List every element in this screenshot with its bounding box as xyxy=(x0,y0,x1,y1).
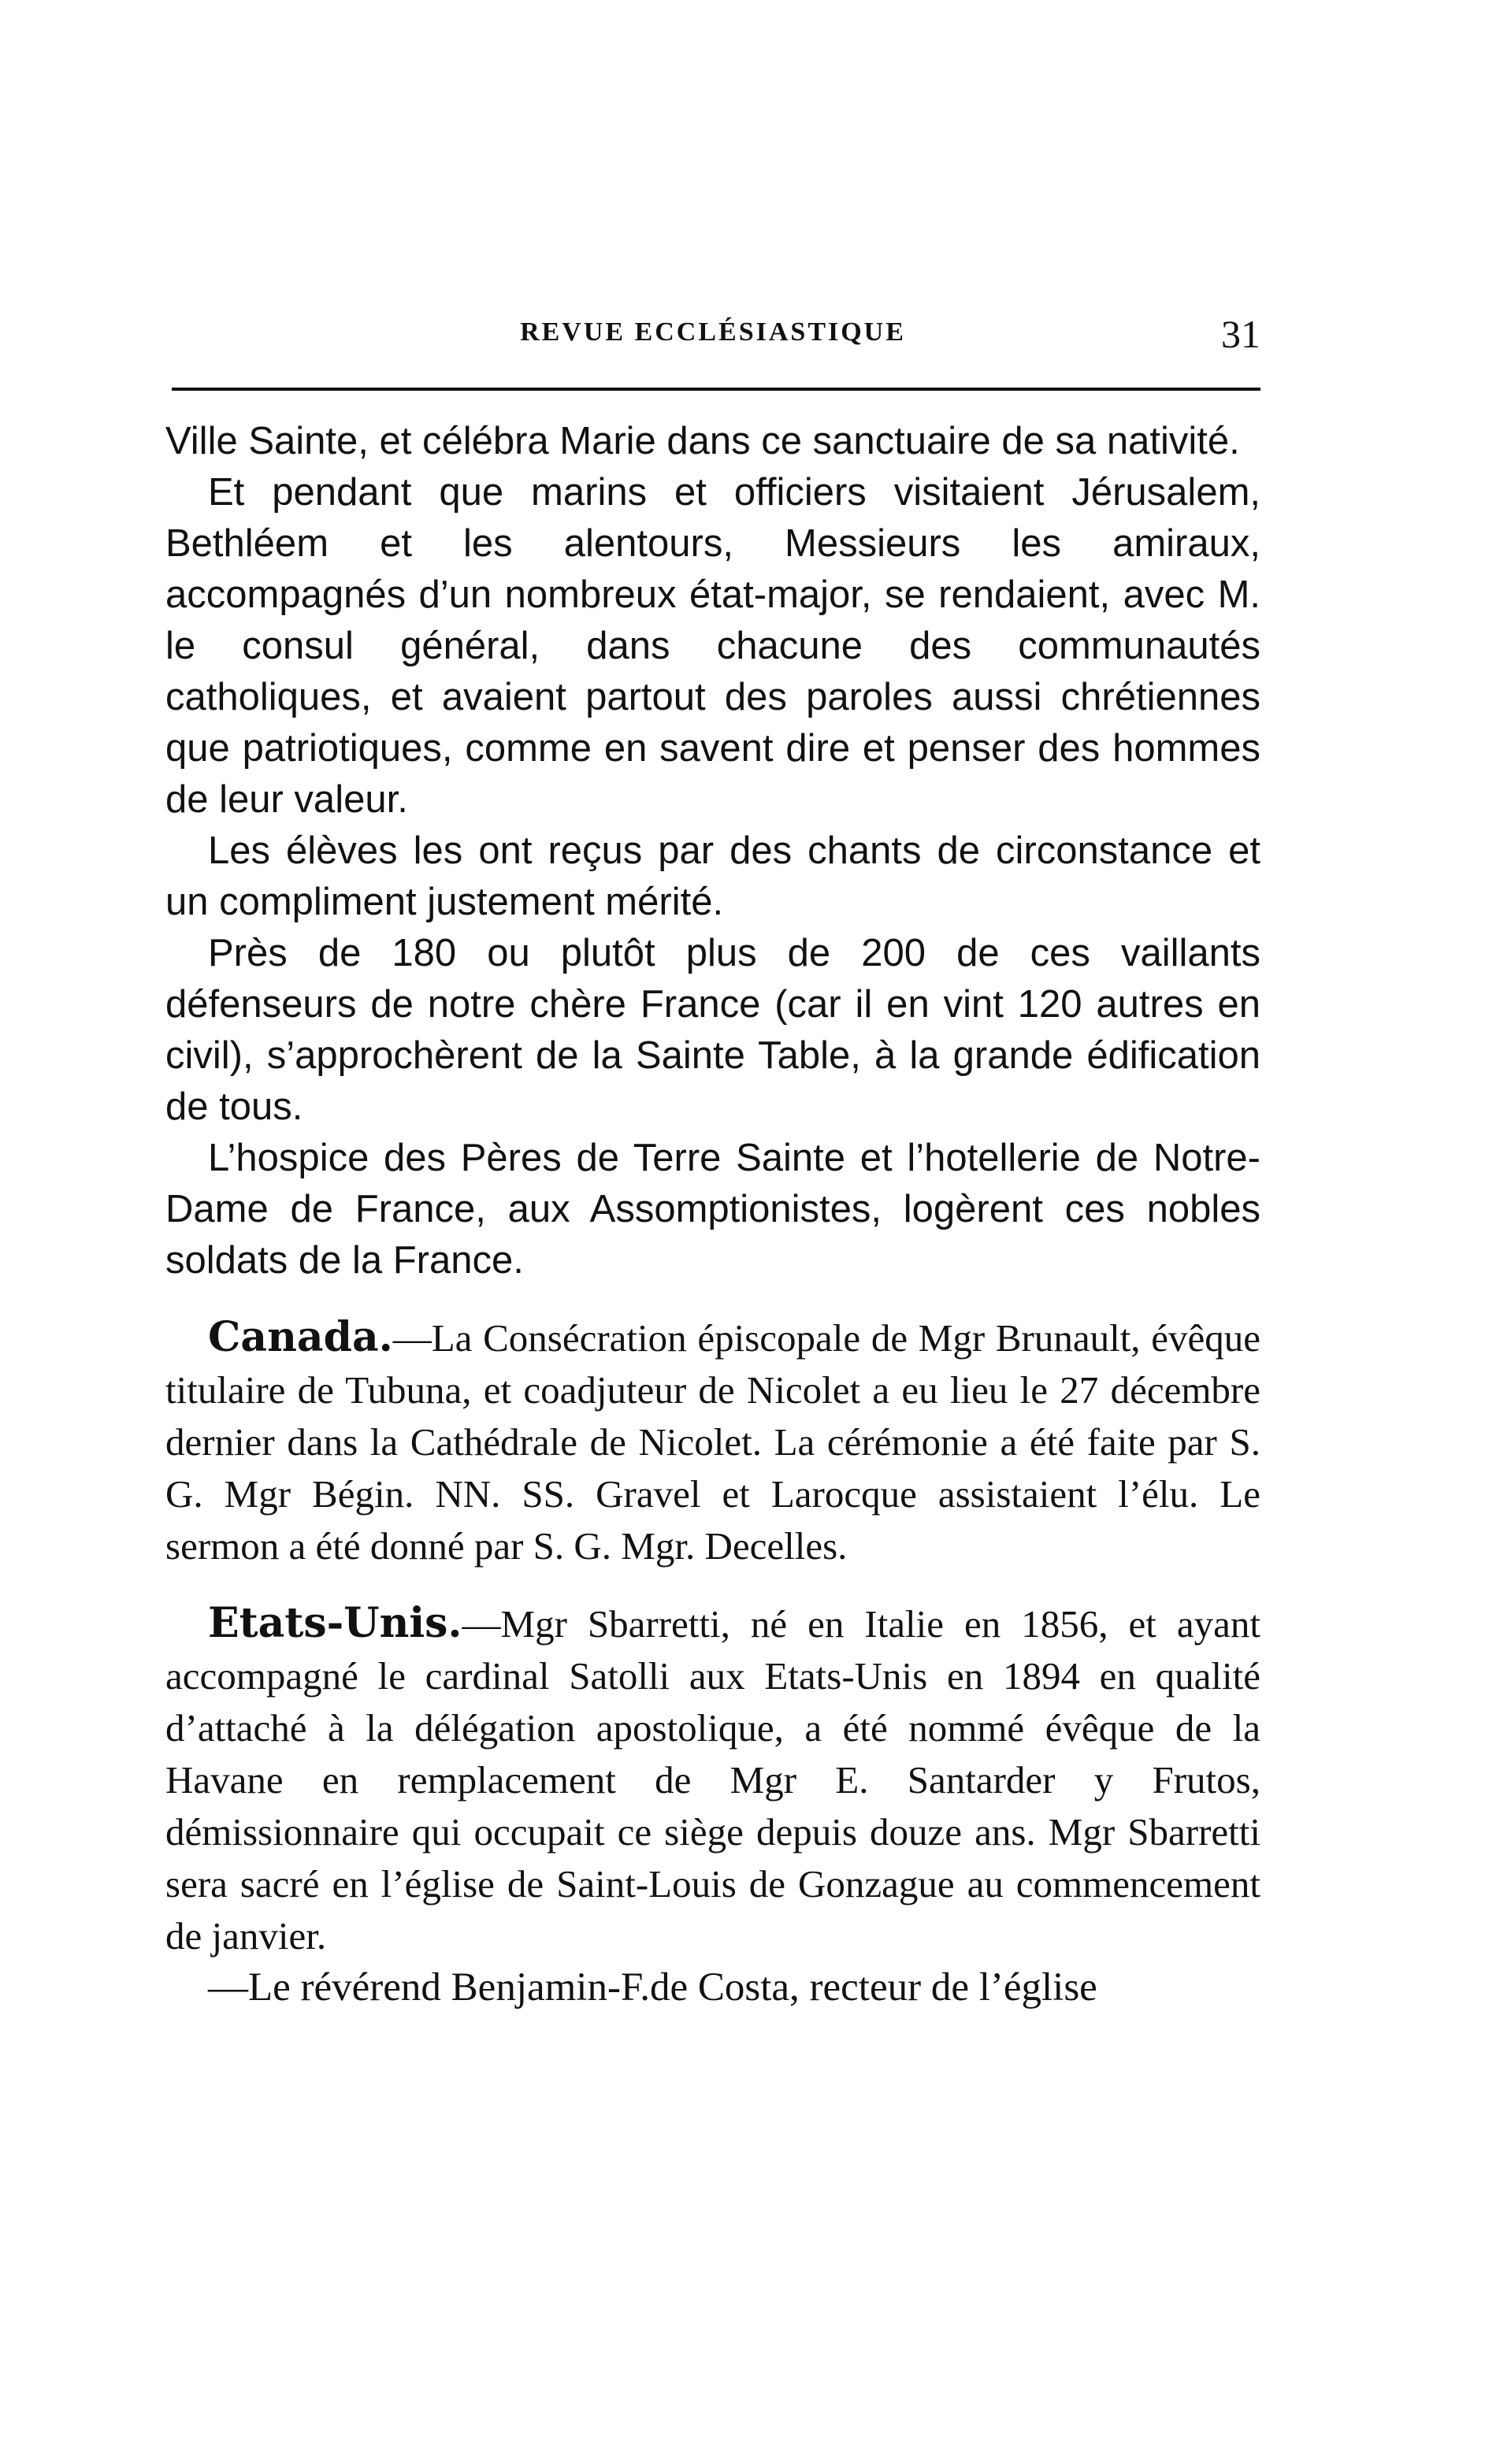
section-canada xyxy=(165,1312,1260,1572)
header-rule xyxy=(172,388,1260,391)
page-number: 31 xyxy=(1221,312,1260,356)
body-text xyxy=(165,416,1260,2013)
section-heading-canada: Canada. xyxy=(208,1313,393,1361)
running-head xyxy=(165,311,1260,358)
paragraph-communion: Près de 180 ou plutôt plus de 200 de ces vaillants défenseurs de notre chère France (car il en vint 120 autres en civil), s’approchèrent de la Sainte Table, à la grande édification de tous. xyxy=(165,932,1260,1128)
section-heading-etats-unis: Etats-Unis. xyxy=(208,1599,462,1647)
paragraph-admirals-visit: Et pendant que marins et officiers visitaient Jérusalem, Bethléem et les alentours, Messieurs les amiraux, accompagnés d’un nombreux état-major, se rendaient, avec M. le consul général, dans chacune des communautés catholiques, et avaient partout des paroles aussi chrétiennes que patriotiques, comme en savent dire et penser des hommes de leur valeur. xyxy=(165,471,1260,821)
paragraph-continued: Ville Sainte, et célébra Marie dans ce sanctuaire de sa nativité. xyxy=(165,420,1240,462)
section-text-etats-unis: —Mgr Sbarretti, né en Italie en 1856, et ayant accompagné le cardinal Satolli aux Etats-Unis en 1894 en qualité d’attaché à la délégation apostolique, a été nommé évêque de la Havane en remplacement de Mgr E. Santarder y Frutos, démissionnaire qui occupait ce siège depuis douze ans. Mgr Sbarretti sera sacré en l’église de Saint-Louis de Gonzague au commencement de janvier. xyxy=(165,1602,1260,1957)
running-title: REVUE ECCLÉSIASTIQUE xyxy=(520,317,906,347)
paragraph-final: —Le révérend Benjamin-F.de Costa, recteur de l’église xyxy=(208,1965,1097,2009)
paragraph-lodging: L’hospice des Pères de Terre Sainte et l’hotellerie de Notre-Dame de France, aux Assomptionistes, logèrent ces nobles soldats de la France. xyxy=(165,1137,1260,1282)
section-etats-unis xyxy=(165,1598,1260,1962)
paragraph-students: Les élèves les ont reçus par des chants de circonstance et un compliment justement mérité. xyxy=(165,829,1260,923)
section-text-canada: —La Consécration épiscopale de Mgr Brunault, évêque titulaire de Tubuna, et coadjuteur de Nicolet a eu lieu le 27 décembre dernier dans la Cathédrale de Nicolet. La cérémonie a été faite par S. G. Mgr Bégin. NN. SS. Gravel et Larocque assistaient l’élu. Le sermon a été donné par S. G. Mgr. Decelles. xyxy=(165,1316,1260,1568)
